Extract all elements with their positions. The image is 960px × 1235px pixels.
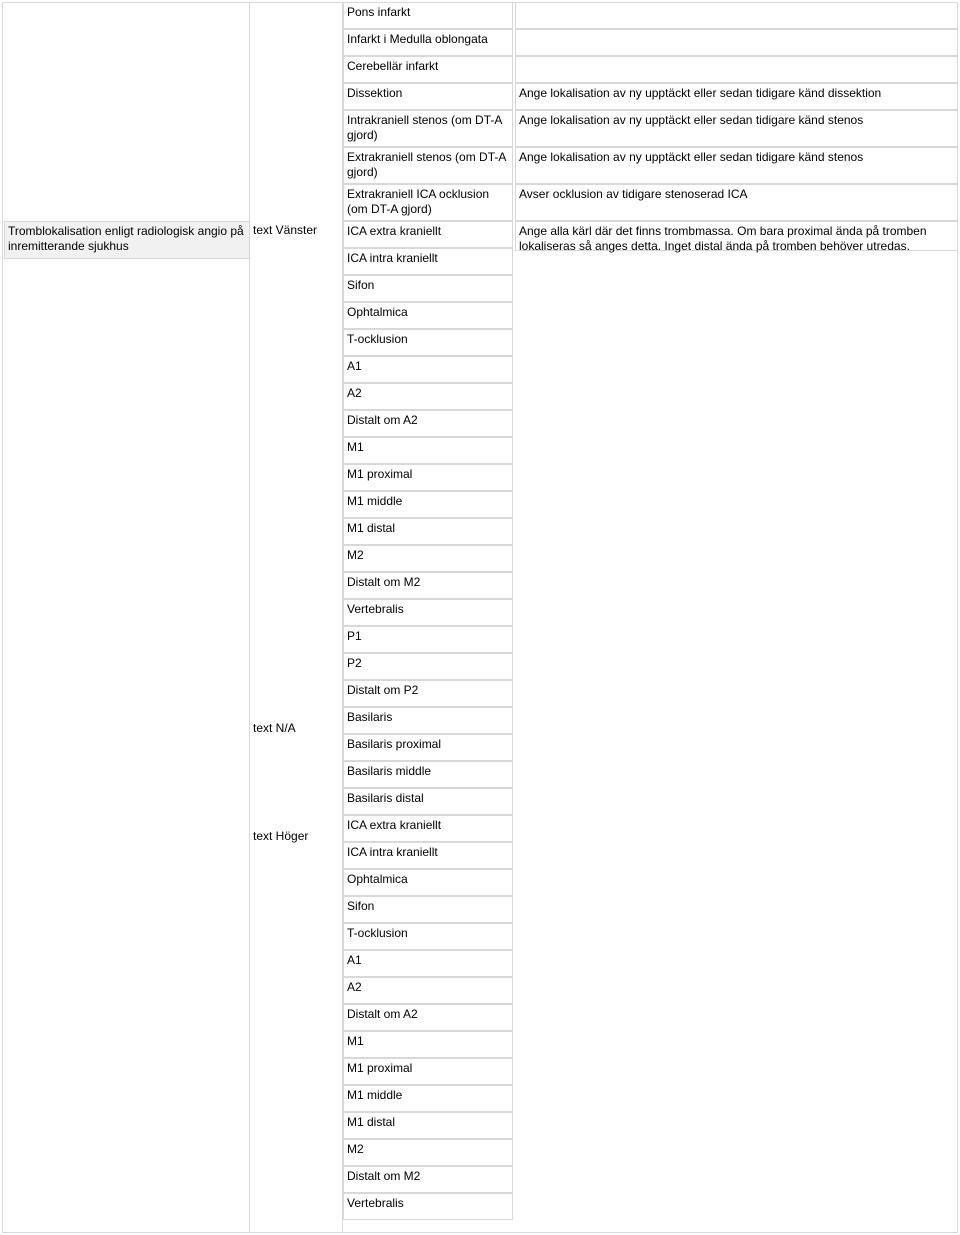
vessel-label: Basilaris <box>343 707 513 734</box>
table-row <box>343 761 958 788</box>
vessel-label: M1 distal <box>343 518 513 545</box>
table-row <box>343 896 958 923</box>
instruction-note: Ange lokalisation av ny upptäckt eller sedan tidigare känd dissektion <box>515 83 958 110</box>
table-row <box>343 869 958 896</box>
table-row <box>343 302 958 329</box>
table-row <box>343 815 958 842</box>
table-row <box>343 1166 958 1193</box>
side-left-cell <box>251 221 345 240</box>
vessel-label: Distalt om P2 <box>343 680 513 707</box>
vessel-label: Distalt om M2 <box>343 1166 513 1193</box>
vessel-label: Distalt om M2 <box>343 572 513 599</box>
table-row <box>343 184 958 221</box>
category-label: Tromblokalisation enligt radiologisk angio på inremitterande sjukhus <box>8 224 244 253</box>
side-na-cell <box>251 719 345 738</box>
table-row <box>343 29 958 56</box>
vessel-label: M1 proximal <box>343 1058 513 1085</box>
table-row <box>343 383 958 410</box>
vessel-label: ICA intra kraniellt <box>343 842 513 869</box>
table-row <box>343 329 958 356</box>
vessel-label: Cerebellär infarkt <box>343 56 513 83</box>
vessel-label: M2 <box>343 1139 513 1166</box>
vessel-label: Ophtalmica <box>343 302 513 329</box>
table-row <box>343 923 958 950</box>
instruction-note <box>515 2 958 29</box>
table-row <box>343 977 958 1004</box>
vessel-label: Ophtalmica <box>343 869 513 896</box>
instruction-note: Ange alla kärl där det finns trombmassa. Om bara proximal ända på tromben lokaliseras så anges detta. Inget distal ända på tromben behöver utredas. <box>515 221 958 251</box>
instruction-note <box>515 29 958 56</box>
vessel-label: M1 <box>343 437 513 464</box>
table-row <box>343 147 958 184</box>
vessel-label: Intrakraniell stenos (om DT-A gjord) <box>343 110 513 147</box>
vessel-label: M1 proximal <box>343 464 513 491</box>
table-row <box>343 1193 958 1220</box>
vessel-label: P1 <box>343 626 513 653</box>
table-row <box>343 734 958 761</box>
vessel-label: M2 <box>343 545 513 572</box>
table-row <box>343 599 958 626</box>
vessel-label: ICA extra kraniellt <box>343 815 513 842</box>
vessel-label: T-ocklusion <box>343 923 513 950</box>
side-right-label: text Höger <box>253 829 309 843</box>
instruction-note: Ange lokalisation av ny upptäckt eller sedan tidigare känd stenos <box>515 110 958 147</box>
table-row <box>343 653 958 680</box>
side-right-cell <box>251 827 345 846</box>
vessel-label: Distalt om A2 <box>343 1004 513 1031</box>
table-row <box>343 1031 958 1058</box>
table-row <box>343 707 958 734</box>
table-row <box>343 950 958 977</box>
table-row <box>343 545 958 572</box>
instruction-note: Ange lokalisation av ny upptäckt eller sedan tidigare känd stenos <box>515 147 958 184</box>
vessel-label: A1 <box>343 356 513 383</box>
vessel-label: M1 middle <box>343 1085 513 1112</box>
table-row <box>343 1004 958 1031</box>
category-cell <box>4 221 250 259</box>
table-row <box>343 464 958 491</box>
table-row <box>343 1139 958 1166</box>
vessel-label: M1 <box>343 1031 513 1058</box>
column-divider <box>249 2 250 1233</box>
vessel-label: Infarkt i Medulla oblongata <box>343 29 513 56</box>
vessel-label: ICA intra kraniellt <box>343 248 513 275</box>
vessel-label: Dissektion <box>343 83 513 110</box>
table-row <box>343 842 958 869</box>
vessel-label: Vertebralis <box>343 599 513 626</box>
table-row <box>343 2 958 29</box>
table-row <box>343 56 958 83</box>
vessel-label: Vertebralis <box>343 1193 513 1220</box>
vessel-label: Extrakraniell stenos (om DT-A gjord) <box>343 147 513 184</box>
table-row <box>343 110 958 147</box>
side-left-label: text Vänster <box>253 223 318 237</box>
table-row <box>343 1112 958 1139</box>
table-row <box>343 680 958 707</box>
table-row <box>343 1085 958 1112</box>
table-row <box>343 437 958 464</box>
table-row <box>343 221 958 253</box>
table-row <box>343 356 958 383</box>
vessel-label: Pons infarkt <box>343 2 513 29</box>
table-row <box>343 518 958 545</box>
table-row <box>343 248 958 275</box>
vessel-label: P2 <box>343 653 513 680</box>
table-row <box>343 410 958 437</box>
vessel-label: Basilaris distal <box>343 788 513 815</box>
vessel-label: M1 middle <box>343 491 513 518</box>
table-row <box>343 1058 958 1085</box>
side-na-label: text N/A <box>253 721 296 735</box>
instruction-note: Avser ocklusion av tidigare stenoserad ICA <box>515 184 958 221</box>
vessel-label: Basilaris middle <box>343 761 513 788</box>
table-row <box>343 275 958 302</box>
vessel-label: ICA extra kraniellt <box>343 221 513 248</box>
table-row <box>343 491 958 518</box>
vessel-label: A2 <box>343 383 513 410</box>
vessel-label: Sifon <box>343 896 513 923</box>
vessel-label: T-ocklusion <box>343 329 513 356</box>
vessel-label: M1 distal <box>343 1112 513 1139</box>
table-row <box>343 788 958 815</box>
vessel-label: Sifon <box>343 275 513 302</box>
vessel-label: Extrakraniell ICA ocklusion (om DT-A gjord) <box>343 184 513 221</box>
vessel-label: Basilaris proximal <box>343 734 513 761</box>
table-row <box>343 83 958 110</box>
table-row <box>343 626 958 653</box>
instruction-note <box>515 56 958 83</box>
table-row <box>343 572 958 599</box>
vessel-label: A2 <box>343 977 513 1004</box>
vessel-label: Distalt om A2 <box>343 410 513 437</box>
vessel-label: A1 <box>343 950 513 977</box>
